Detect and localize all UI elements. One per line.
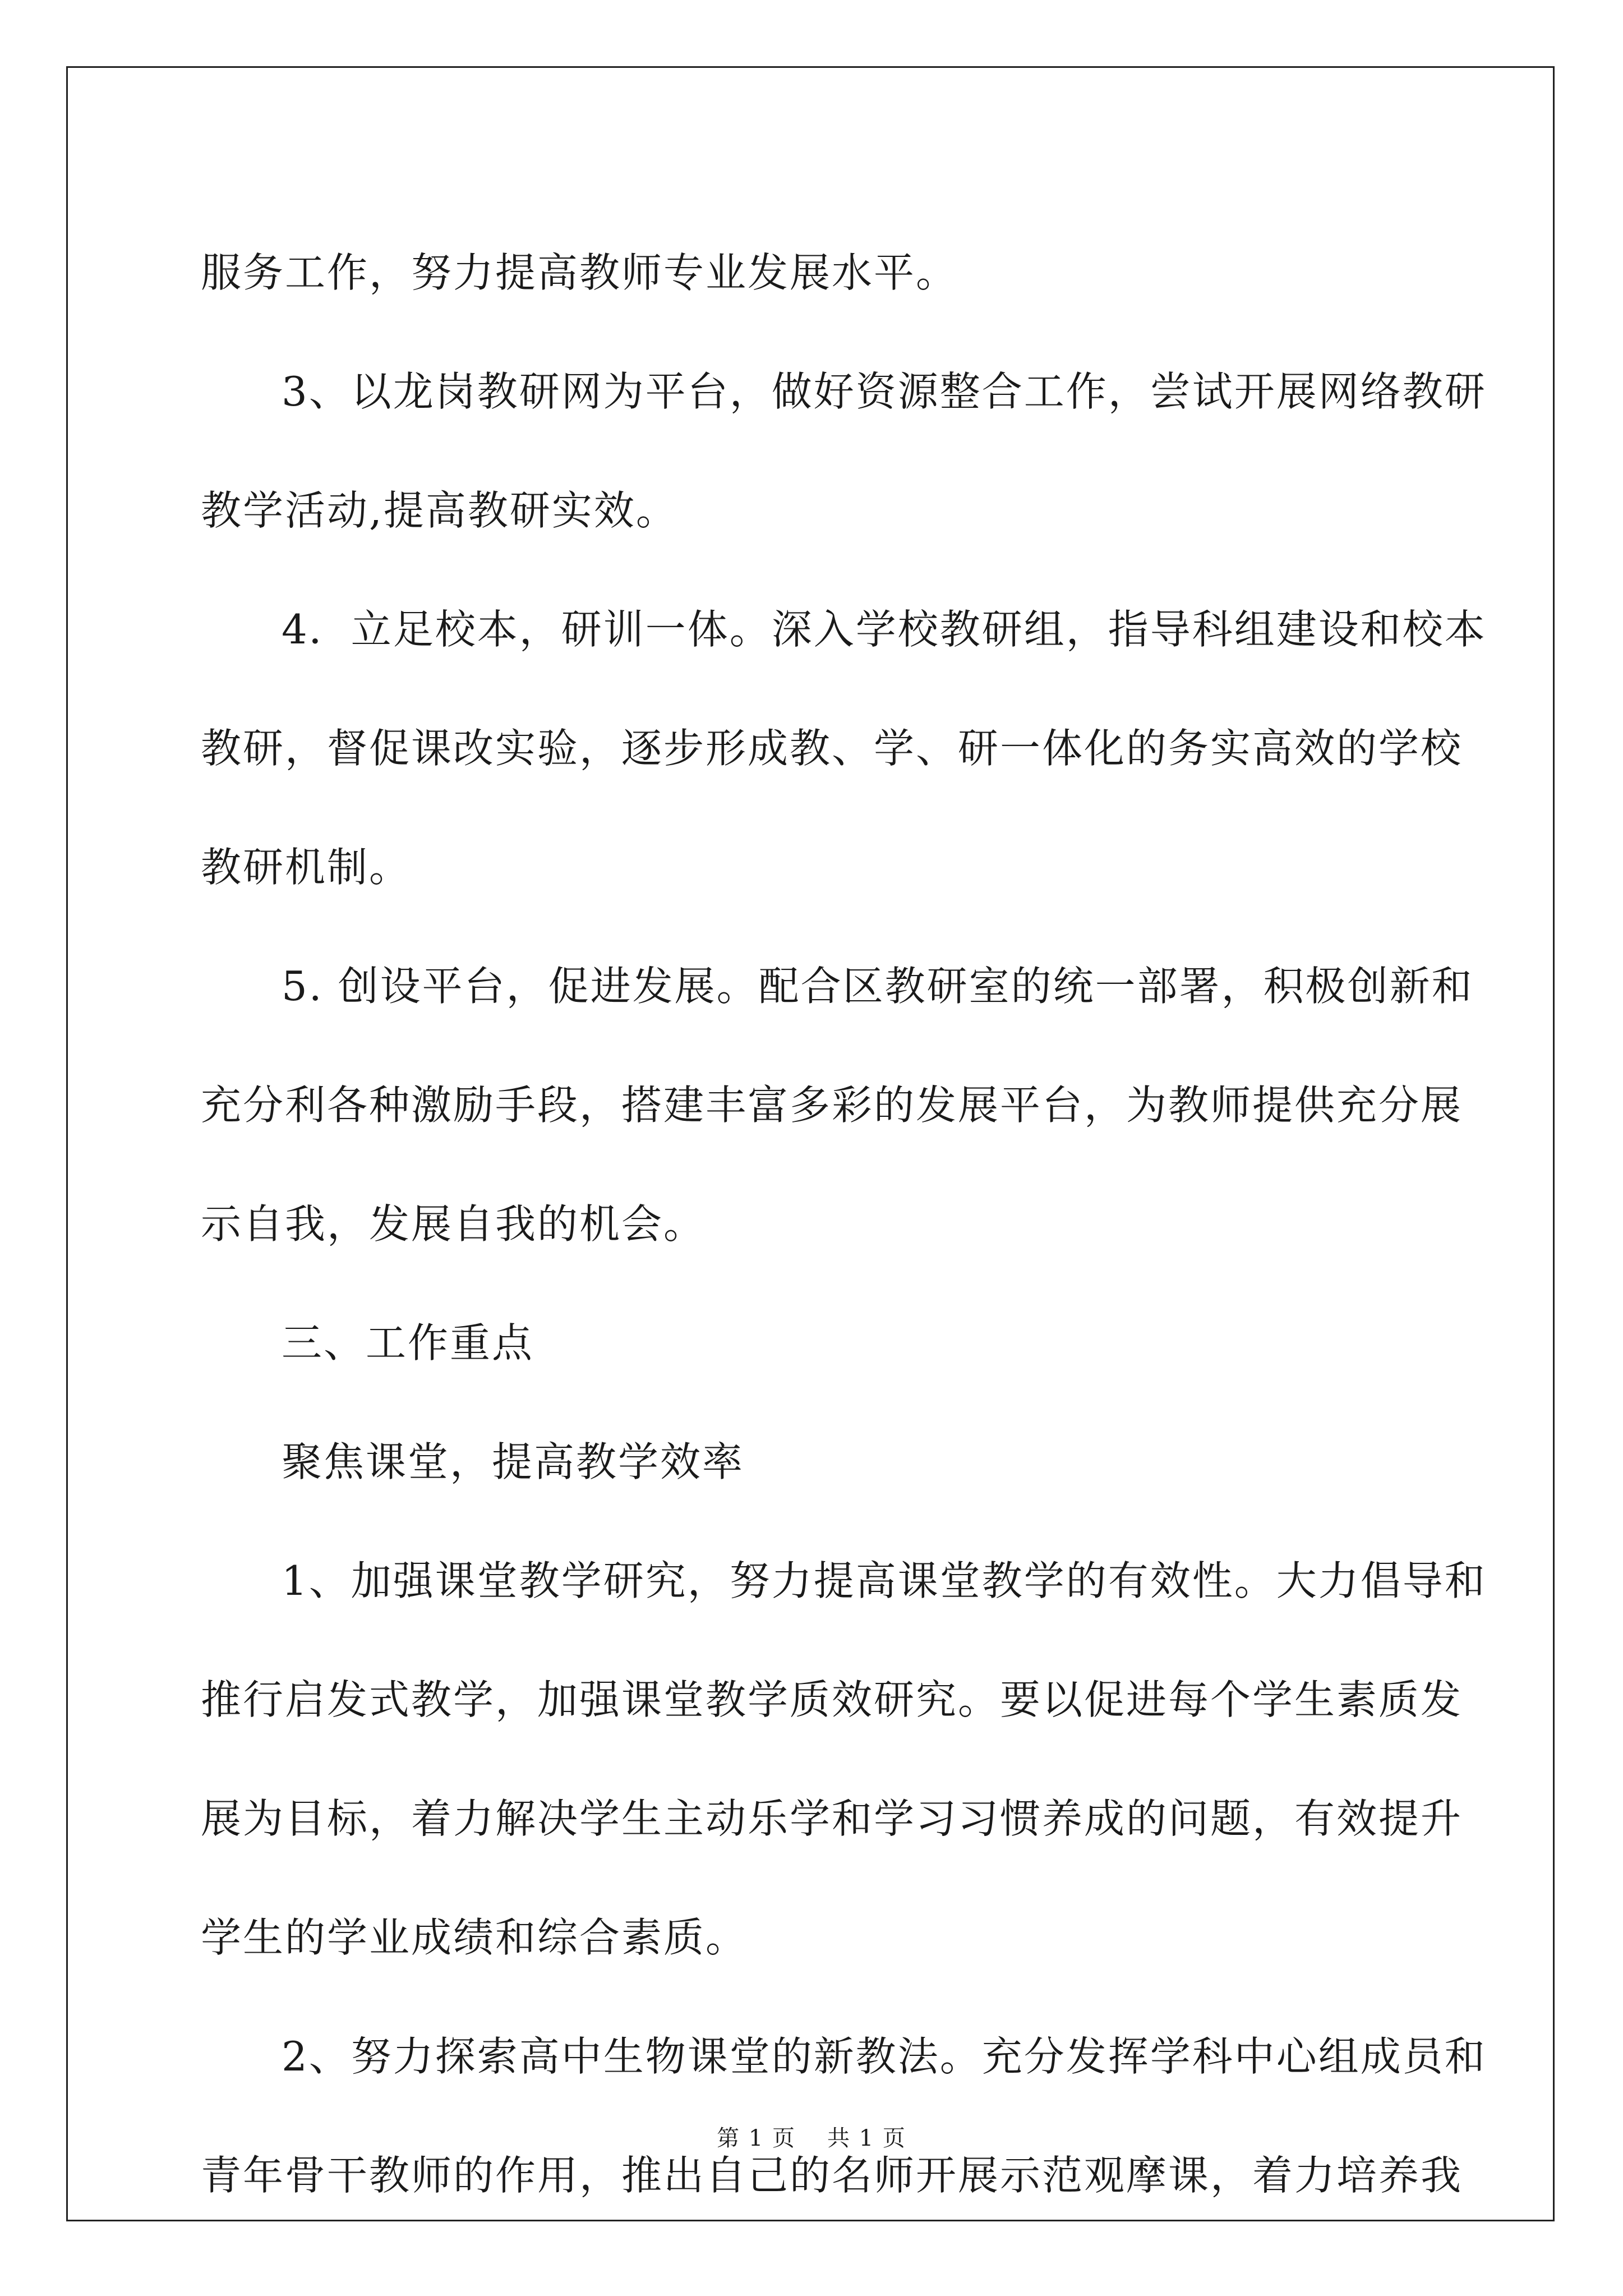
text-line: 3、以龙岗教研网为平台，做好资源整合工作，尝试开展网络教研 (282, 368, 1487, 415)
text-line: 5. 创设平台，促进发展。配合区教研室的统一部署，积极创新和 (282, 963, 1474, 1010)
text-line: 展为目标，着力解决学生主动乐学和学习习惯养成的问题，有效提升 (201, 1795, 1463, 1842)
total-pages: 共 1 页 (827, 2125, 906, 2151)
text-line: 充分利各种激励手段，搭建丰富多彩的发展平台，为教师提供充分展 (201, 1082, 1463, 1129)
text-line: 2、努力探索高中生物课堂的新教法。充分发挥学科中心组成员和 (282, 2033, 1487, 2080)
text-line: 示自我，发展自我的机会。 (201, 1200, 706, 1248)
text-line: 教研，督促课改实验，逐步形成教、学、研一体化的务实高效的学校 (201, 725, 1463, 772)
text-line: 服务工作，努力提高教师专业发展水平。 (201, 249, 958, 296)
text-line: 青年骨干教师的作用，推出自己的名师开展示范观摩课，着力培养我 (201, 2152, 1463, 2199)
text-line: 教学活动,提高教研实效。 (201, 487, 678, 534)
page-number: 第 1 页 (717, 2125, 796, 2151)
page-footer (0, 2120, 1623, 2152)
text-line: 4．立足校本，研训一体。深入学校教研组，指导科组建设和校本 (282, 606, 1487, 653)
section-heading: 三、工作重点 (282, 1319, 534, 1366)
text-line: 学生的学业成绩和综合素质。 (201, 1914, 748, 1961)
document-body (201, 213, 1487, 2235)
text-line: 推行启发式教学，加强课堂教学质效研究。要以促进每个学生素质发 (201, 1676, 1463, 1723)
subsection-heading: 聚焦课堂，提高教学效率 (282, 1438, 745, 1485)
text-line: 教研机制。 (201, 844, 412, 891)
text-line: 1、加强课堂教学研究，努力提高课堂教学的有效性。大力倡导和 (282, 1557, 1487, 1604)
